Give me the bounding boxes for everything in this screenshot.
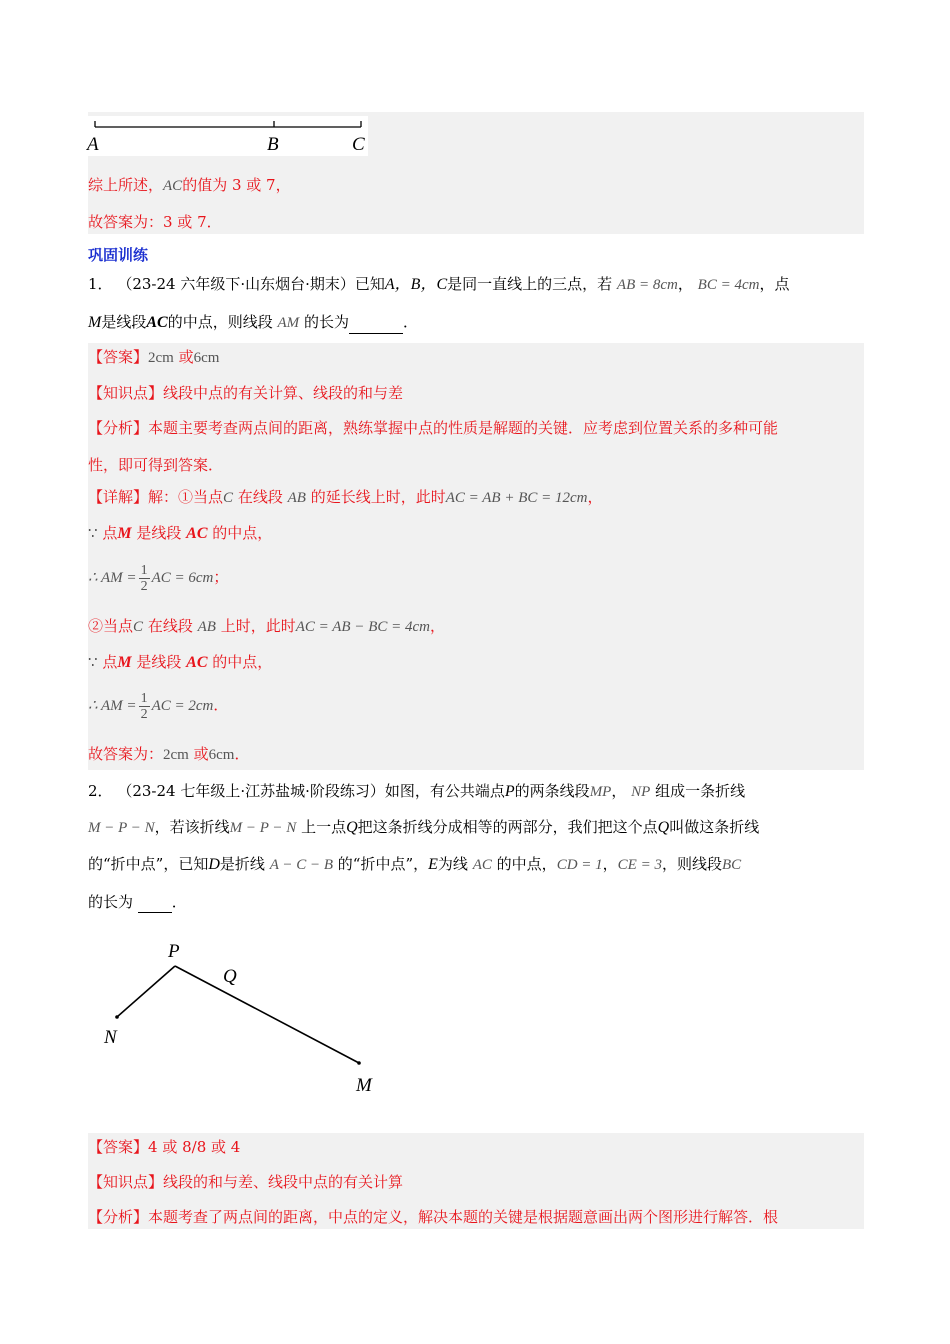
summary-line-2: 故答案为：3 或 7． (88, 213, 222, 231)
label-b: B (267, 134, 279, 155)
q1-midpoint-1: ∵ 点M 是线段 AC 的中点， (88, 524, 273, 542)
q1-knowledge: 【知识点】线段中点的有关计算、线段的和与差 (88, 384, 404, 402)
q1-analysis-1: 【分析】本题主要考查两点间的距离，熟练掌握中点的性质是解题的关键．应考虑到位置关系的多种可能 (88, 419, 779, 437)
q2-stem-line-1: 2． （23-24 七年级上·江苏盐城·阶段练习）如图，有公共端点P的两条线段MP， NP 组成一条折线 (88, 782, 746, 800)
q1-detail-case-2: ②当点C 在线段 AB 上时，此时AC = AB − BC = 4cm， (88, 617, 445, 635)
q2-stem-line-4: 的长为 ． (88, 893, 187, 911)
label-a: A (87, 134, 99, 155)
q1-midpoint-2: ∵ 点M 是线段 AC 的中点， (88, 653, 273, 671)
q2-stem-line-3: 的“折中点”，已知D是折线 A − C − B 的“折中点”，E为线 AC 的中点，CD = 1，CE = 3，则线段BC (88, 855, 742, 873)
summary-line-1: 综上所述，AC的值为 3 或 7， (88, 176, 291, 194)
section-title: 巩固训练 (88, 246, 149, 264)
q1-analysis-2: 性，即可得到答案． (88, 456, 224, 474)
fraction-half-2: $\frac{1}{2}$ (140, 690, 148, 722)
q2-answer: 【答案】4 或 8/8 或 4 (88, 1138, 241, 1156)
label-p: P (168, 941, 180, 962)
q1-answer-blank[interactable] (349, 315, 403, 334)
q1-stem-line-2: M是线段AC的中点，则线段 AM 的长为 ． (88, 311, 864, 334)
label-q: Q (223, 966, 237, 987)
q1-answer: 【答案】2cm 或6cm (88, 348, 220, 366)
q2-stem-line-2: M − P − N，若该折线M − P − N 上一点Q把这条折线分成相等的两部分，我们把这个点Q叫做这条折线 (88, 818, 760, 836)
label-c: C (352, 134, 365, 155)
q2-knowledge: 【知识点】线段的和与差、线段中点的有关计算 (88, 1173, 404, 1191)
q1-therefore-1: ∴ AM = $\frac{1}{2}$ AC = 6cm； (88, 562, 229, 594)
q1-stem-line-1: 1． （23-24 六年级下·山东烟台·期末）已知A，B，C是同一直线上的三点，若 AB = 8cm， BC = 4cm，点 (88, 275, 790, 293)
label-n: N (104, 1027, 117, 1048)
q1-detail-case-1: 【详解】解：①当点C 在线段 AB 的延长线上时，此时AC = AB + BC = 12cm， (88, 488, 603, 506)
q1-therefore-2: ∴ AM = $\frac{1}{2}$ AC = 2cm． (88, 690, 229, 722)
segment-abc-figure (86, 116, 368, 156)
q2-analysis-1: 【分析】本题考查了两点间的距离，中点的定义，解决本题的关键是根据题意画出两个图形进行解答．根 (88, 1208, 779, 1226)
label-m: M (356, 1075, 372, 1096)
broken-line-figure (96, 932, 396, 1100)
fraction-half-1: $\frac{1}{2}$ (140, 562, 148, 594)
q1-final-answer: 故答案为：2cm 或6cm． (88, 745, 250, 763)
q2-answer-blank[interactable] (138, 894, 172, 913)
